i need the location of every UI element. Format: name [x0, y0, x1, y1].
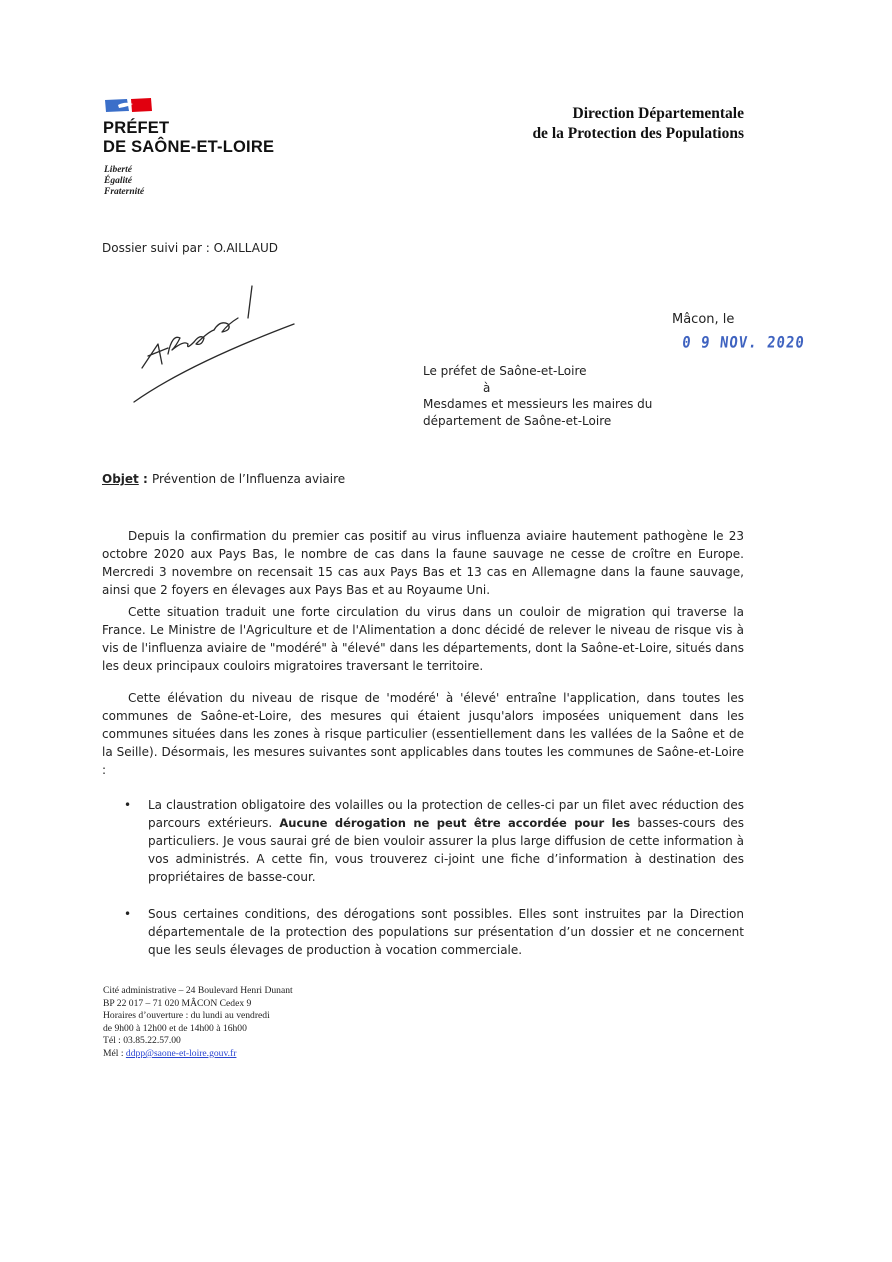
measure-bullet-2: • Sous certaines conditions, des dérogations sont possibles. Elles sont instruites par la Direction départementale de la protection des populations sur présentation d’un dossier et ne concernent que les seuls élevages de production à vocation commerciale.	[148, 905, 744, 959]
prefecture-logo-text	[103, 119, 274, 157]
bullet-1-text-start: La claustration obligatoire des volailles ou la protection de celles-ci par un filet avec réduction des parcours extérieurs.	[148, 798, 744, 830]
subject-separator: :	[138, 472, 152, 486]
direction-line-1: Direction Départementale	[572, 105, 744, 122]
dossier-reference: Dossier suivi par : O.AILLAUD	[102, 241, 278, 255]
footer-mail-line	[103, 1048, 293, 1061]
motto-egalite: Égalité	[104, 176, 132, 186]
republic-motto	[104, 165, 144, 198]
logo-line-2: DE SAÔNE-ET-LOIRE	[103, 138, 275, 156]
motto-fraternite: Fraternité	[104, 187, 145, 197]
date-stamp: 0 9 NOV. 2020	[681, 334, 806, 352]
footer-line-3: Horaires d’ouverture : du lundi au vendredi	[103, 1010, 270, 1022]
handwritten-signature	[128, 284, 300, 406]
body-paragraph-3: Cette élévation du niveau de risque de 'modéré' à 'élevé' entraîne l'application, dans toutes les communes de Saône-et-Loire, des mesures qui étaient jusqu'alors imposées uniquement dans les communes situées dans les zones à risque particulier (essentiellement dans les vallées de la Saône et de la Seille). Désormais, les mesures suivantes sont applicables dans toutes les communes de Saône-et-Loire :	[102, 691, 744, 777]
subject-line	[102, 472, 345, 486]
bullet-1-bold-text: Aucune dérogation ne peut être accordée pour les	[279, 816, 631, 830]
marianne-logo-icon	[103, 97, 153, 113]
footer-line-2: BP 22 017 – 71 020 MÂCON Cedex 9	[103, 997, 252, 1009]
logo-line-1: PRÉFET	[103, 119, 170, 137]
footer-line-1: Cité administrative – 24 Boulevard Henri Dunant	[103, 985, 293, 996]
mail-label: Mél :	[103, 1047, 126, 1059]
footer-address	[103, 985, 293, 1061]
place-label: Mâcon, le	[672, 312, 735, 327]
direction-heading	[470, 104, 744, 144]
subject-text: Prévention de l’Influenza aviaire	[151, 472, 346, 486]
footer-line-5: Tél : 03.85.22.57.00	[103, 1035, 181, 1047]
bullet-1-text-end: basses-cours des particuliers. Je vous saurai gré de bien vouloir assurer la plus large diffusion de cette information à vos administrés. A cette fin, vous trouverez ci-joint une fiche d’information à destination des propriétaires de basse-cour.	[148, 816, 744, 884]
motto-liberte: Liberté	[104, 165, 132, 175]
footer-line-4: de 9h00 à 12h00 et de 14h00 à 16h00	[103, 1022, 247, 1034]
body-paragraph-1: Depuis la confirmation du premier cas positif au virus influenza aviaire hautement pathogène le 23 octobre 2020 aux Pays Bas, le nombre de cas dans la faune sauvage ne cesse de croître en Europe. Mercredi 3 novembre on recensait 15 cas aux Pays Bas et 13 cas en Allemagne dans la faune sauvage, ainsi que 2 foyers en élevages aux Pays Bas et au Royaume Uni.	[102, 529, 744, 597]
to-word: à	[483, 380, 491, 395]
direction-line-2: de la Protection des Populations	[532, 125, 744, 142]
recipient-line-2: département de Saône-et-Loire	[423, 413, 612, 428]
measure-bullet-1	[148, 796, 744, 886]
recipient-line-1: Mesdames et messieurs les maires du	[423, 397, 653, 411]
recipient-block	[423, 363, 652, 429]
subject-label: Objet	[102, 472, 139, 486]
body-paragraph-2: Cette situation traduit une forte circulation du virus dans un couloir de migration qui traverse la France. Le Ministre de l'Agriculture et de l'Alimentation a donc décidé de relever le niveau de risque vis à vis de l'influenza aviaire de "modéré" à "élevé" dans les départements, dont la Saône-et-Loire, situés dans les deux principaux couloirs migratoires traversant le territoire.	[102, 605, 744, 673]
mail-link[interactable]: ddpp@saone-et-loire.gouv.fr	[125, 1047, 237, 1059]
sender-line: Le préfet de Saône-et-Loire	[423, 364, 587, 378]
